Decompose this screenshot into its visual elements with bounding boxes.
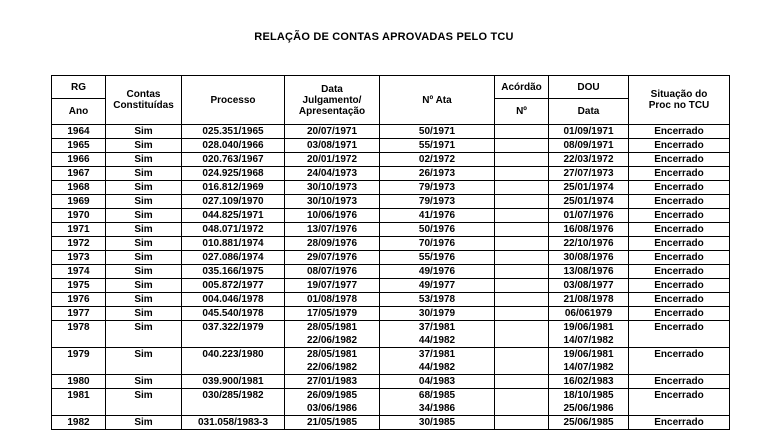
table-row <box>52 416 730 430</box>
cell-ano: 1967 <box>52 167 106 181</box>
cell-data <box>285 279 380 293</box>
cell-dou-line: 08/09/1971 <box>563 140 614 151</box>
table-row <box>52 279 730 293</box>
cell-dou-line: 30/08/1976 <box>563 252 614 263</box>
cell-processo: 044.825/1971 <box>182 209 285 223</box>
cell-data <box>285 125 380 139</box>
table-row <box>52 251 730 265</box>
header-situacao <box>629 76 730 125</box>
cell-situacao: Encerrado <box>629 389 730 416</box>
cell-processo: 024.925/1968 <box>182 167 285 181</box>
cell-dou-line: 19/06/1981 <box>563 322 614 333</box>
cell-data-line: 13/07/1976 <box>306 224 358 235</box>
cell-data <box>285 209 380 223</box>
cell-ata-line: 55/1976 <box>418 252 456 263</box>
cell-contas: Sim <box>106 293 182 307</box>
cell-ata <box>380 416 495 430</box>
cell-ata-line: 37/1981 <box>418 349 456 360</box>
header-num-ata-label: Nº Ata <box>422 94 452 106</box>
table-body <box>52 125 730 430</box>
table-row <box>52 167 730 181</box>
cell-dou-line: 25/01/1974 <box>563 196 614 207</box>
header-processo-label: Processo <box>210 94 256 106</box>
header-rg <box>52 76 106 99</box>
cell-situacao: Encerrado <box>629 321 730 348</box>
cell-contas: Sim <box>106 416 182 430</box>
cell-ata-line: 50/1971 <box>418 126 456 137</box>
header-dou-label: DOU <box>577 81 600 93</box>
cell-processo: 048.071/1972 <box>182 223 285 237</box>
cell-situacao: Encerrado <box>629 125 730 139</box>
cell-ata-line: 68/1985 <box>418 390 456 401</box>
cell-ata <box>380 307 495 321</box>
cell-processo: 028.040/1966 <box>182 139 285 153</box>
cell-data-line: 28/09/1976 <box>306 238 358 249</box>
table-row <box>52 389 730 416</box>
cell-dou-line: 06/061979 <box>564 308 613 319</box>
cell-situacao: Encerrado <box>629 279 730 293</box>
cell-dou-line: 25/06/1985 <box>563 417 614 428</box>
cell-dou <box>549 307 629 321</box>
header-situacao-line1: Situação do <box>650 89 708 100</box>
cell-ata-line: 50/1976 <box>418 224 456 235</box>
cell-processo: 037.322/1979 <box>182 321 285 348</box>
cell-processo: 030/285/1982 <box>182 389 285 416</box>
cell-data <box>285 307 380 321</box>
cell-data <box>285 375 380 389</box>
cell-ata-line: 79/1973 <box>418 196 456 207</box>
cell-data-line: 20/01/1972 <box>306 154 358 165</box>
cell-dou <box>549 293 629 307</box>
cell-dou-line: 01/09/1971 <box>563 126 614 137</box>
cell-ata <box>380 195 495 209</box>
cell-acordao <box>495 195 549 209</box>
cell-dou-line: 25/06/1986 <box>563 403 614 414</box>
cell-dou <box>549 223 629 237</box>
header-data-julgamento <box>285 76 380 125</box>
table-row <box>52 223 730 237</box>
cell-data <box>285 139 380 153</box>
cell-data <box>285 265 380 279</box>
cell-data <box>285 237 380 251</box>
cell-dou-line: 27/07/1973 <box>563 168 614 179</box>
cell-ata-line: 02/1972 <box>418 154 456 165</box>
cell-ata <box>380 223 495 237</box>
header-acordao-label: Acórdão <box>501 81 542 93</box>
cell-acordao <box>495 348 549 375</box>
header-row-top <box>52 76 730 99</box>
cell-dou-line: 16/02/1983 <box>563 376 614 387</box>
cell-data-line: 27/01/1983 <box>306 376 358 387</box>
cell-ata-line: 04/1983 <box>418 376 456 387</box>
cell-dou-line: 13/08/1976 <box>563 266 614 277</box>
cell-data-line: 19/07/1977 <box>306 280 358 291</box>
header-situacao-line2: Proc no TCU <box>648 100 710 111</box>
header-contas-constituidas <box>106 76 182 125</box>
cell-ata-line: 79/1973 <box>418 182 456 193</box>
cell-situacao: Encerrado <box>629 181 730 195</box>
cell-situacao: Encerrado <box>629 209 730 223</box>
cell-data-line: 29/07/1976 <box>306 252 358 263</box>
cell-processo: 039.900/1981 <box>182 375 285 389</box>
cell-contas: Sim <box>106 195 182 209</box>
cell-dou-line: 03/08/1977 <box>563 280 614 291</box>
table-row <box>52 153 730 167</box>
cell-processo: 027.109/1970 <box>182 195 285 209</box>
cell-ano: 1976 <box>52 293 106 307</box>
table-row <box>52 265 730 279</box>
cell-contas: Sim <box>106 321 182 348</box>
cell-data <box>285 223 380 237</box>
header-rg-label: RG <box>71 81 86 93</box>
cell-ata <box>380 209 495 223</box>
cell-ata <box>380 139 495 153</box>
cell-ata-line: 34/1986 <box>418 403 456 414</box>
cell-acordao <box>495 223 549 237</box>
table-row <box>52 181 730 195</box>
cell-ata <box>380 251 495 265</box>
cell-situacao: Encerrado <box>629 375 730 389</box>
cell-ata <box>380 293 495 307</box>
cell-acordao <box>495 209 549 223</box>
cell-processo: 040.223/1980 <box>182 348 285 375</box>
header-data-line3: Apresentação <box>298 105 366 117</box>
cell-data-line: 28/05/1981 <box>306 322 358 333</box>
cell-dou-line: 19/06/1981 <box>563 349 614 360</box>
header-data-line2: Julgamento/ <box>302 94 362 106</box>
cell-processo: 035.166/1975 <box>182 265 285 279</box>
cell-ata-line: 70/1976 <box>418 238 456 249</box>
header-dou <box>549 76 629 99</box>
header-acordao <box>495 76 549 99</box>
cell-dou <box>549 153 629 167</box>
cell-data-line: 03/06/1986 <box>306 403 358 414</box>
cell-dou-line: 14/07/1982 <box>563 362 614 373</box>
cell-acordao <box>495 279 549 293</box>
cell-ata-line: 49/1976 <box>418 266 456 277</box>
cell-data-line: 22/06/1982 <box>306 335 358 346</box>
cell-contas: Sim <box>106 307 182 321</box>
cell-ata-line: 30/1985 <box>418 417 456 428</box>
cell-dou <box>549 237 629 251</box>
cell-ata-line: 53/1978 <box>418 294 456 305</box>
cell-ano: 1974 <box>52 265 106 279</box>
cell-data-line: 22/06/1982 <box>306 362 358 373</box>
cell-acordao <box>495 389 549 416</box>
cell-ata <box>380 375 495 389</box>
cell-contas: Sim <box>106 389 182 416</box>
cell-dou <box>549 209 629 223</box>
cell-situacao: Encerrado <box>629 139 730 153</box>
cell-situacao: Encerrado <box>629 223 730 237</box>
cell-acordao <box>495 153 549 167</box>
cell-dou <box>549 181 629 195</box>
cell-contas: Sim <box>106 167 182 181</box>
cell-data <box>285 293 380 307</box>
cell-contas: Sim <box>106 139 182 153</box>
cell-contas: Sim <box>106 251 182 265</box>
cell-dou-line: 16/08/1976 <box>563 224 614 235</box>
cell-ata <box>380 321 495 348</box>
table-row <box>52 375 730 389</box>
cell-data-line: 21/05/1985 <box>306 417 358 428</box>
cell-ata <box>380 237 495 251</box>
cell-dou <box>549 139 629 153</box>
cell-dou <box>549 375 629 389</box>
cell-data-line: 26/09/1985 <box>306 390 358 401</box>
table-row <box>52 139 730 153</box>
cell-contas: Sim <box>106 181 182 195</box>
cell-ano: 1968 <box>52 181 106 195</box>
header-dou-data: Data <box>549 99 629 125</box>
cell-data-line: 30/10/1973 <box>306 196 358 207</box>
cell-contas: Sim <box>106 223 182 237</box>
cell-ano: 1970 <box>52 209 106 223</box>
cell-data <box>285 321 380 348</box>
cell-ano: 1977 <box>52 307 106 321</box>
cell-situacao: Encerrado <box>629 153 730 167</box>
cell-acordao <box>495 265 549 279</box>
cell-ano: 1972 <box>52 237 106 251</box>
cell-ano: 1979 <box>52 348 106 375</box>
header-contas-line2: Constituídas <box>113 100 174 111</box>
cell-contas: Sim <box>106 153 182 167</box>
cell-dou-line: 21/08/1978 <box>563 294 614 305</box>
cell-ano: 1973 <box>52 251 106 265</box>
cell-processo: 010.881/1974 <box>182 237 285 251</box>
cell-ata-line: 44/1982 <box>418 335 456 346</box>
cell-acordao <box>495 307 549 321</box>
cell-ata <box>380 348 495 375</box>
cell-acordao <box>495 293 549 307</box>
cell-data <box>285 416 380 430</box>
cell-acordao <box>495 416 549 430</box>
cell-data-line: 10/06/1976 <box>306 210 358 221</box>
cell-dou-line: 14/07/1982 <box>563 335 614 346</box>
table-header <box>52 76 730 125</box>
cell-acordao <box>495 139 549 153</box>
cell-data <box>285 181 380 195</box>
cell-data-line: 01/08/1978 <box>306 294 358 305</box>
cell-dou <box>549 195 629 209</box>
cell-processo: 031.058/1983-3 <box>182 416 285 430</box>
cell-data-line: 24/04/1973 <box>306 168 358 179</box>
table-row <box>52 209 730 223</box>
cell-dou <box>549 279 629 293</box>
header-acordao-numero: Nº <box>495 99 549 125</box>
cell-ata-line: 30/1979 <box>418 308 456 319</box>
cell-situacao: Encerrado <box>629 307 730 321</box>
cell-acordao <box>495 375 549 389</box>
table-row <box>52 195 730 209</box>
cell-dou-line: 01/07/1976 <box>563 210 614 221</box>
cell-acordao <box>495 251 549 265</box>
cell-ano: 1981 <box>52 389 106 416</box>
cell-processo: 025.351/1965 <box>182 125 285 139</box>
table-row <box>52 348 730 375</box>
cell-data-line: 30/10/1973 <box>306 182 358 193</box>
cell-situacao: Encerrado <box>629 195 730 209</box>
cell-dou <box>549 125 629 139</box>
cell-acordao <box>495 167 549 181</box>
cell-data-line: 20/07/1971 <box>306 126 358 137</box>
cell-ano: 1964 <box>52 125 106 139</box>
cell-processo: 020.763/1967 <box>182 153 285 167</box>
header-contas-line1: Contas <box>126 89 161 100</box>
cell-ata-line: 44/1982 <box>418 362 456 373</box>
cell-contas: Sim <box>106 265 182 279</box>
header-num-ata <box>380 76 495 125</box>
cell-contas: Sim <box>106 237 182 251</box>
cell-processo: 016.812/1969 <box>182 181 285 195</box>
cell-acordao <box>495 181 549 195</box>
cell-ata-line: 55/1971 <box>418 140 456 151</box>
cell-ano: 1971 <box>52 223 106 237</box>
cell-contas: Sim <box>106 279 182 293</box>
cell-processo: 045.540/1978 <box>182 307 285 321</box>
cell-acordao <box>495 125 549 139</box>
table-row <box>52 125 730 139</box>
cell-data <box>285 251 380 265</box>
cell-situacao: Encerrado <box>629 167 730 181</box>
cell-ata <box>380 125 495 139</box>
contas-aprovadas-table <box>51 75 730 430</box>
cell-ano: 1969 <box>52 195 106 209</box>
cell-data-line: 08/07/1976 <box>306 266 358 277</box>
cell-ata <box>380 389 495 416</box>
cell-ata-line: 41/1976 <box>418 210 456 221</box>
cell-situacao: Encerrado <box>629 265 730 279</box>
table-row <box>52 293 730 307</box>
cell-contas: Sim <box>106 348 182 375</box>
header-processo <box>182 76 285 125</box>
cell-data <box>285 348 380 375</box>
cell-processo: 027.086/1974 <box>182 251 285 265</box>
cell-contas: Sim <box>106 209 182 223</box>
cell-situacao: Encerrado <box>629 348 730 375</box>
cell-ano: 1982 <box>52 416 106 430</box>
cell-dou <box>549 321 629 348</box>
cell-ata <box>380 265 495 279</box>
table-row <box>52 321 730 348</box>
cell-data <box>285 153 380 167</box>
cell-data <box>285 389 380 416</box>
cell-ata <box>380 167 495 181</box>
cell-situacao: Encerrado <box>629 293 730 307</box>
cell-ata <box>380 153 495 167</box>
cell-dou <box>549 416 629 430</box>
cell-ata-line: 26/1973 <box>418 168 456 179</box>
cell-dou <box>549 167 629 181</box>
table-row <box>52 307 730 321</box>
cell-dou <box>549 251 629 265</box>
cell-data-line: 28/05/1981 <box>306 349 358 360</box>
cell-dou-line: 25/01/1974 <box>563 182 614 193</box>
cell-data-line: 17/05/1979 <box>306 308 358 319</box>
cell-ano: 1975 <box>52 279 106 293</box>
cell-dou <box>549 389 629 416</box>
cell-dou <box>549 348 629 375</box>
cell-acordao <box>495 321 549 348</box>
cell-dou-line: 18/10/1985 <box>563 390 614 401</box>
cell-processo: 004.046/1978 <box>182 293 285 307</box>
cell-ata-line: 49/1977 <box>418 280 456 291</box>
cell-contas: Sim <box>106 375 182 389</box>
cell-ata <box>380 181 495 195</box>
cell-contas: Sim <box>106 125 182 139</box>
page-title: RELAÇÃO DE CONTAS APROVADAS PELO TCU <box>254 31 514 43</box>
table-row <box>52 237 730 251</box>
cell-ano: 1965 <box>52 139 106 153</box>
cell-situacao: Encerrado <box>629 416 730 430</box>
cell-ano: 1980 <box>52 375 106 389</box>
cell-ata <box>380 279 495 293</box>
cell-data-line: 03/08/1971 <box>306 140 358 151</box>
cell-situacao: Encerrado <box>629 251 730 265</box>
header-data-line1: Data <box>321 83 343 95</box>
cell-ano: 1966 <box>52 153 106 167</box>
header-ano: Ano <box>52 99 106 125</box>
cell-ata-line: 37/1981 <box>418 322 456 333</box>
cell-acordao <box>495 237 549 251</box>
cell-ano: 1978 <box>52 321 106 348</box>
cell-processo: 005.872/1977 <box>182 279 285 293</box>
cell-dou <box>549 265 629 279</box>
cell-dou-line: 22/03/1972 <box>563 154 614 165</box>
cell-situacao: Encerrado <box>629 237 730 251</box>
cell-data <box>285 167 380 181</box>
cell-dou-line: 22/10/1976 <box>563 238 614 249</box>
cell-data <box>285 195 380 209</box>
